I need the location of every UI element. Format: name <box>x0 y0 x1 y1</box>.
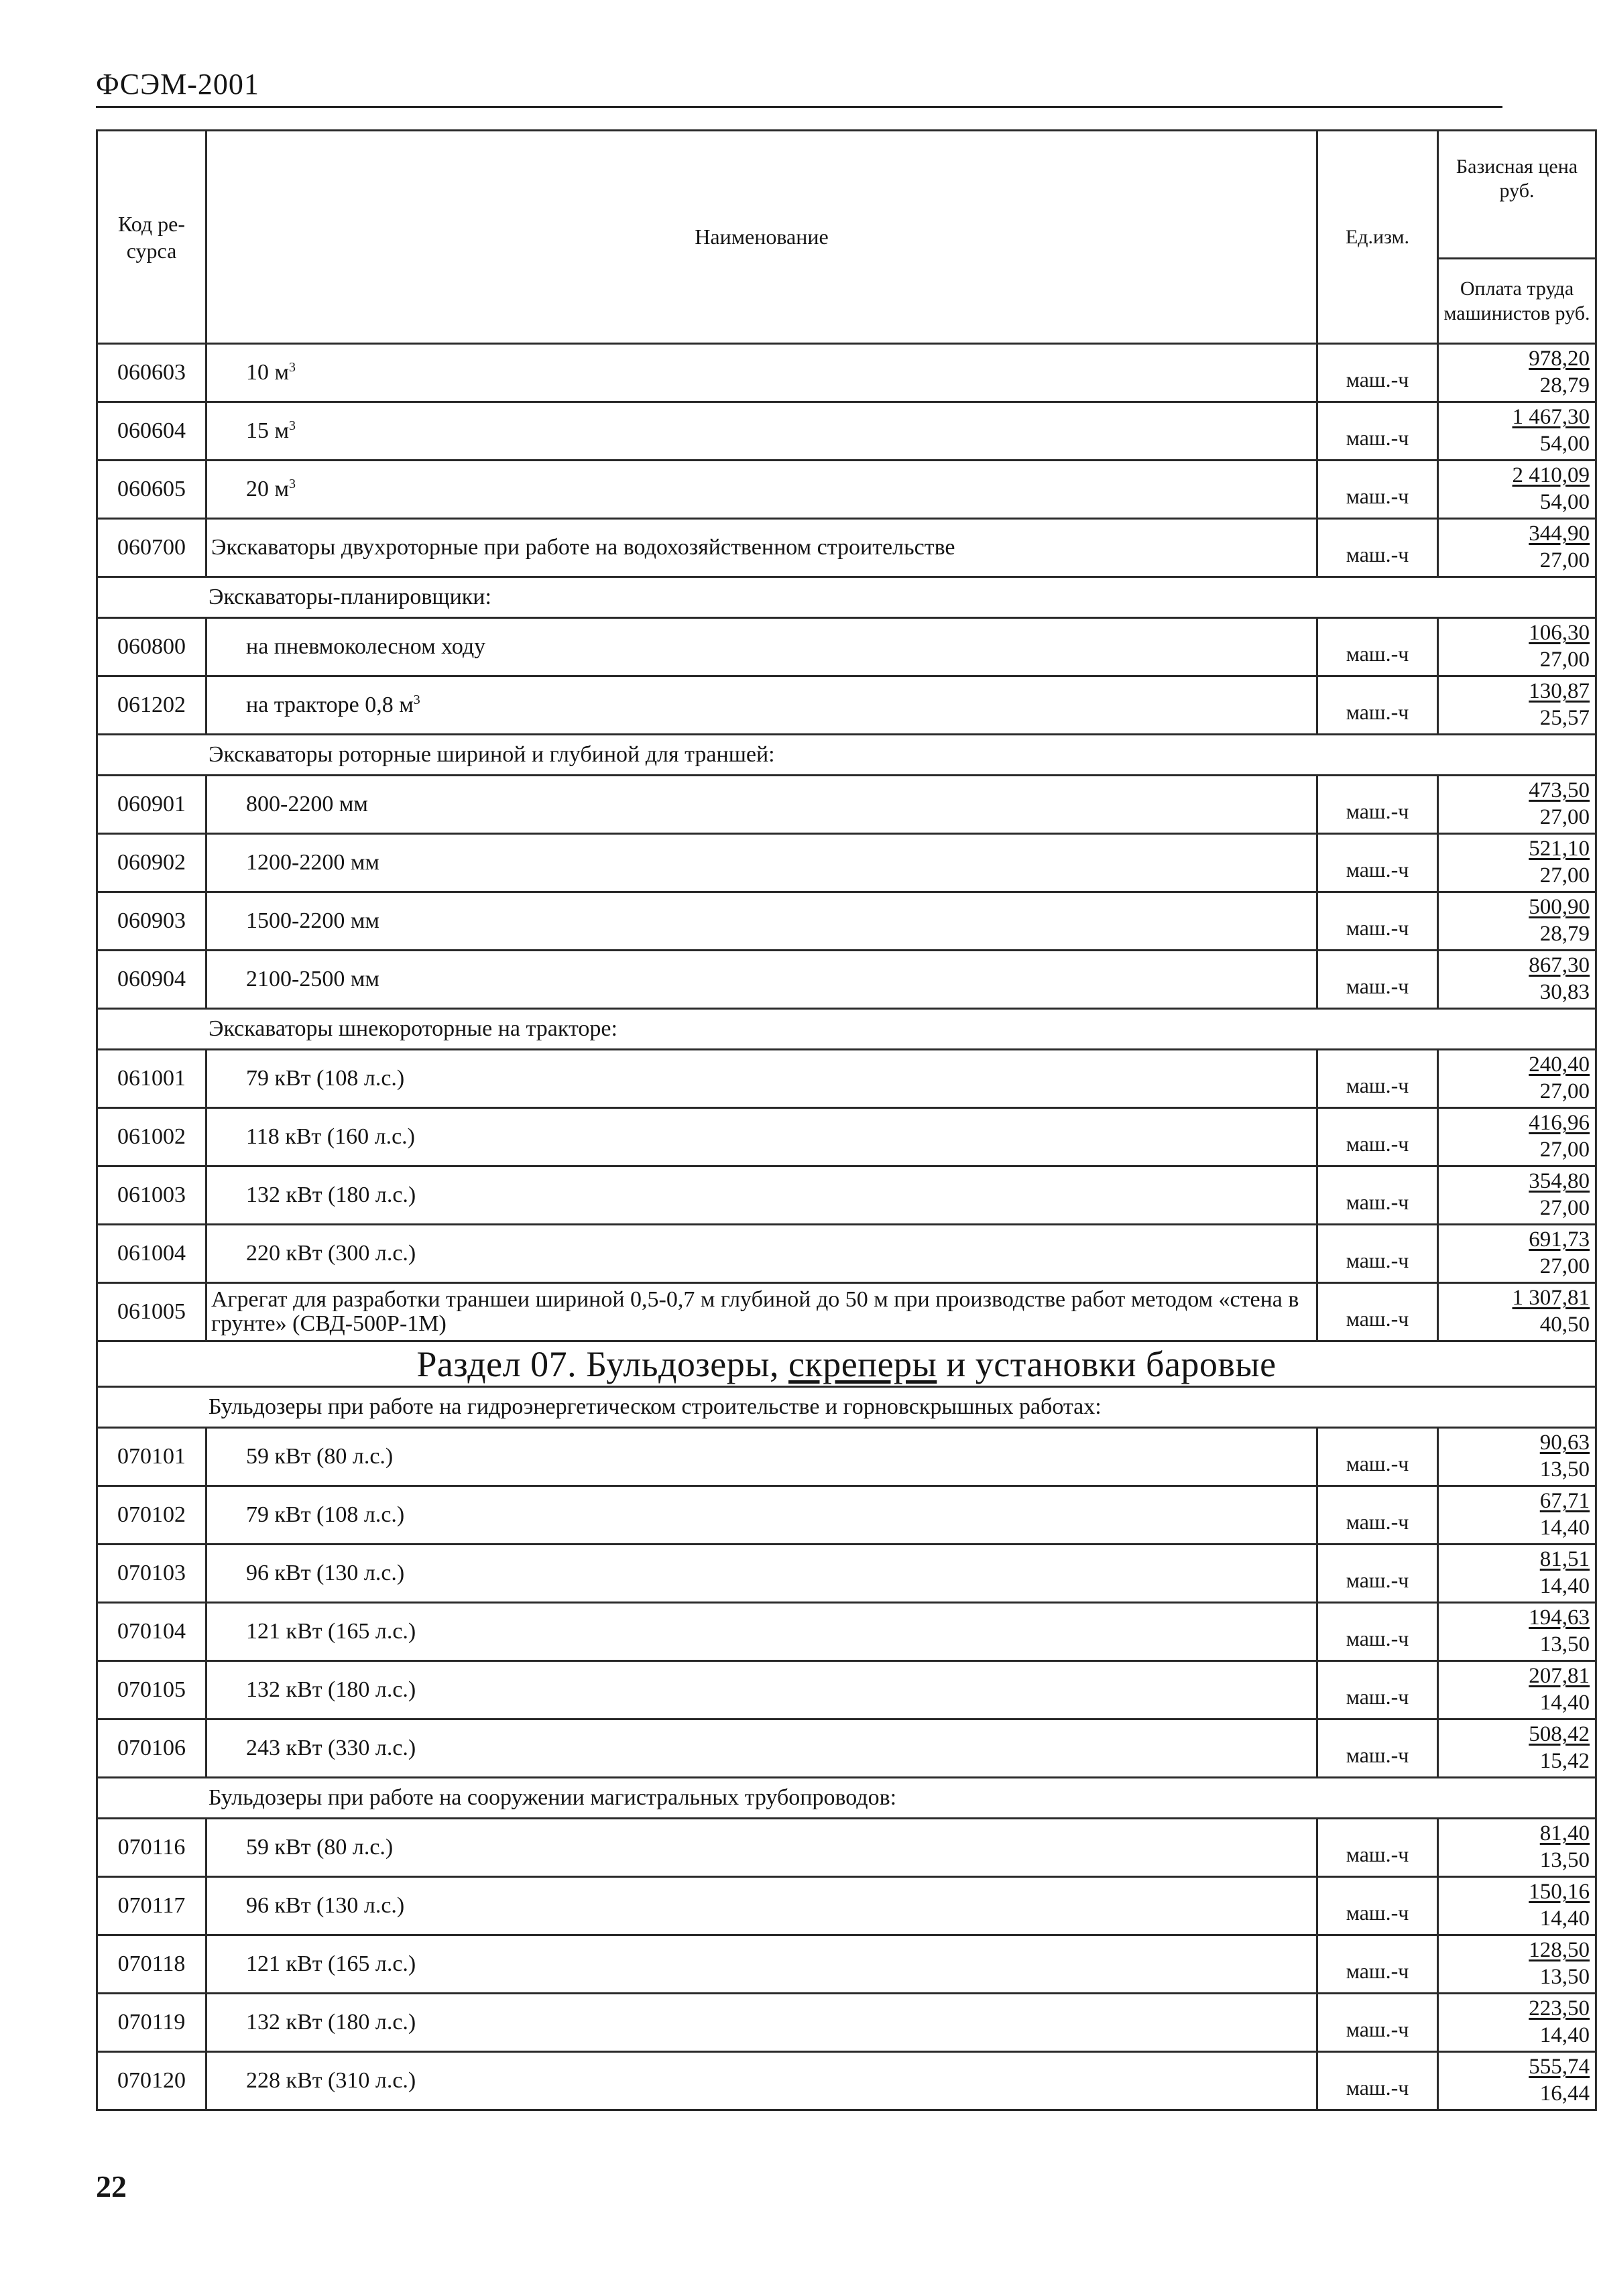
resource-code: 061004 <box>97 1225 206 1283</box>
resource-name-text: 59 кВт (80 л.с.) <box>246 1444 394 1469</box>
base-price: 416,96 <box>1529 1111 1590 1136</box>
table-row <box>97 1166 1596 1225</box>
operator-wage: 14,40 <box>1539 1907 1590 1931</box>
table-row <box>97 834 1596 892</box>
resource-code: 070106 <box>97 1719 206 1778</box>
resource-name-text: 2100-2500 мм <box>246 967 379 991</box>
base-price: 106,30 <box>1529 621 1590 646</box>
resource-name <box>206 402 1317 461</box>
resource-name <box>206 1935 1317 1994</box>
table-row <box>97 1603 1596 1661</box>
unit: маш.-ч <box>1317 1050 1438 1108</box>
resource-code: 060902 <box>97 834 206 892</box>
header-operator-wage: Оплата труда машинистов руб. <box>1443 277 1590 324</box>
superscript: 3 <box>289 477 296 491</box>
resource-name <box>206 776 1317 834</box>
resource-name <box>206 519 1317 577</box>
operator-wage: 40,50 <box>1539 1313 1590 1337</box>
table-row <box>97 1428 1596 1486</box>
resource-code: 060904 <box>97 951 206 1009</box>
base-price: 521,10 <box>1529 837 1590 861</box>
group-heading: Бульдозеры при работе на гидроэнергетическом строительстве и горновскрышных работах: <box>97 1387 1596 1428</box>
price-cell <box>1438 676 1596 735</box>
resource-name <box>206 344 1317 402</box>
price-cell <box>1438 519 1596 577</box>
page-number: 22 <box>96 2169 127 2203</box>
resource-code: 070117 <box>97 1877 206 1935</box>
resource-name <box>206 1428 1317 1486</box>
base-price: 223,50 <box>1529 1996 1590 2021</box>
resource-code: 061202 <box>97 676 206 735</box>
unit: маш.-ч <box>1317 1877 1438 1935</box>
resource-code: 060901 <box>97 776 206 834</box>
price-cell <box>1438 1603 1596 1661</box>
resource-name <box>206 1050 1317 1108</box>
price-cell <box>1438 834 1596 892</box>
table-row <box>97 776 1596 834</box>
header-unit: Ед.изм. <box>1317 131 1438 344</box>
unit: маш.-ч <box>1317 1719 1438 1778</box>
table-row <box>97 618 1596 676</box>
table-row <box>97 461 1596 519</box>
group-heading-row <box>97 1009 1596 1050</box>
table-row <box>97 1225 1596 1283</box>
resource-code: 070101 <box>97 1428 206 1486</box>
price-cell <box>1438 2052 1596 2110</box>
resource-name-text: 20 м <box>246 477 290 501</box>
resource-code: 060903 <box>97 892 206 951</box>
header-code: Код ре-сурса <box>97 131 206 344</box>
resource-name-text: на пневмоколесном ходу <box>246 634 486 659</box>
price-cell <box>1438 892 1596 951</box>
resource-name <box>206 1283 1317 1341</box>
resource-name-text: 15 м <box>246 418 290 443</box>
table-body <box>97 344 1596 2110</box>
operator-wage: 27,00 <box>1539 1196 1590 1220</box>
unit: маш.-ч <box>1317 2052 1438 2110</box>
operator-wage: 14,40 <box>1539 2023 1590 2047</box>
resource-name-text: 96 кВт (130 л.с.) <box>246 1561 405 1585</box>
resource-name <box>206 1545 1317 1603</box>
resource-name-text: Агрегат для разработки траншеи шириной 0,5-0,7 м глубиной до 50 м при производстве работ методом «стена в грунте» (СВД-500Р-1М) <box>211 1287 1299 1336</box>
operator-wage: 14,40 <box>1539 1574 1590 1598</box>
base-price: 207,81 <box>1529 1664 1590 1689</box>
price-cell <box>1438 1428 1596 1486</box>
table-row <box>97 344 1596 402</box>
table-row <box>97 519 1596 577</box>
operator-wage: 30,83 <box>1539 980 1590 1004</box>
resource-name-text: 121 кВт (165 л.с.) <box>246 1619 416 1644</box>
operator-wage: 27,00 <box>1539 648 1590 672</box>
table-row <box>97 1283 1596 1341</box>
resource-name <box>206 1819 1317 1877</box>
table-row <box>97 2052 1596 2110</box>
resource-name <box>206 951 1317 1009</box>
resource-name <box>206 1661 1317 1719</box>
unit: маш.-ч <box>1317 1225 1438 1283</box>
price-cell <box>1438 951 1596 1009</box>
resource-name-text: 228 кВт (310 л.с.) <box>246 2068 416 2093</box>
resource-name-text: 1500-2200 мм <box>246 908 379 933</box>
operator-wage: 27,00 <box>1539 548 1590 572</box>
group-heading: Экскаваторы-планировщики: <box>97 577 1596 618</box>
resource-name-text: 10 м <box>246 360 290 385</box>
resource-code: 060700 <box>97 519 206 577</box>
superscript: 3 <box>289 360 296 375</box>
unit: маш.-ч <box>1317 1428 1438 1486</box>
header-rule <box>96 106 1502 108</box>
price-cell <box>1438 1050 1596 1108</box>
price-cell <box>1438 1935 1596 1994</box>
operator-wage: 15,42 <box>1539 1749 1590 1773</box>
unit: маш.-ч <box>1317 1108 1438 1166</box>
resource-price-table <box>96 129 1597 2111</box>
price-cell <box>1438 1661 1596 1719</box>
price-cell <box>1438 461 1596 519</box>
superscript: 3 <box>413 692 420 707</box>
section-title-part: Раздел 07. Бульдозеры, <box>416 1343 789 1384</box>
base-price: 867,30 <box>1529 953 1590 978</box>
price-cell <box>1438 1877 1596 1935</box>
unit: маш.-ч <box>1317 776 1438 834</box>
resource-name-text: 243 кВт (330 л.с.) <box>246 1736 416 1760</box>
price-cell <box>1438 402 1596 461</box>
price-cell <box>1438 344 1596 402</box>
resource-code: 070120 <box>97 2052 206 2110</box>
base-price: 2 410,09 <box>1512 463 1590 488</box>
base-price: 1 467,30 <box>1512 405 1590 430</box>
resource-name <box>206 1719 1317 1778</box>
resource-name-text: на тракторе 0,8 м <box>246 692 414 717</box>
price-cell <box>1438 1283 1596 1341</box>
document-header: ФСЭМ-2001 <box>96 68 259 101</box>
operator-wage: 16,44 <box>1539 2081 1590 2106</box>
operator-wage: 54,00 <box>1539 432 1590 456</box>
table-row <box>97 1661 1596 1719</box>
price-cell <box>1438 1108 1596 1166</box>
price-cell <box>1438 1819 1596 1877</box>
resource-name-text: 220 кВт (300 л.с.) <box>246 1241 416 1266</box>
resource-code: 061003 <box>97 1166 206 1225</box>
resource-code: 060800 <box>97 618 206 676</box>
header-price <box>1438 131 1596 344</box>
resource-code: 070104 <box>97 1603 206 1661</box>
resource-name-text: 79 кВт (108 л.с.) <box>246 1502 405 1527</box>
base-price: 555,74 <box>1529 2055 1590 2079</box>
operator-wage: 14,40 <box>1539 1516 1590 1540</box>
resource-name <box>206 1166 1317 1225</box>
operator-wage: 27,00 <box>1539 1138 1590 1162</box>
unit: маш.-ч <box>1317 344 1438 402</box>
table-header-row <box>97 131 1596 344</box>
group-heading-row <box>97 735 1596 776</box>
resource-name <box>206 1877 1317 1935</box>
operator-wage: 27,00 <box>1539 1079 1590 1103</box>
price-cell <box>1438 1719 1596 1778</box>
group-heading-row <box>97 577 1596 618</box>
unit: маш.-ч <box>1317 1819 1438 1877</box>
resource-name-text: 79 кВт (108 л.с.) <box>246 1066 405 1091</box>
resource-name <box>206 1486 1317 1545</box>
resource-code: 060605 <box>97 461 206 519</box>
base-price: 508,42 <box>1529 1722 1590 1747</box>
base-price: 240,40 <box>1529 1052 1590 1077</box>
table-row <box>97 1486 1596 1545</box>
unit: маш.-ч <box>1317 1994 1438 2052</box>
group-heading-row <box>97 1778 1596 1819</box>
resource-code: 060603 <box>97 344 206 402</box>
operator-wage: 28,79 <box>1539 922 1590 946</box>
base-price: 1 307,81 <box>1512 1286 1590 1311</box>
resource-name-text: 132 кВт (180 л.с.) <box>246 1677 416 1702</box>
price-cell <box>1438 1225 1596 1283</box>
table-row <box>97 402 1596 461</box>
table-row <box>97 1545 1596 1603</box>
unit: маш.-ч <box>1317 951 1438 1009</box>
resource-code: 061005 <box>97 1283 206 1341</box>
table-row <box>97 951 1596 1009</box>
resource-name <box>206 1108 1317 1166</box>
price-cell <box>1438 1545 1596 1603</box>
resource-name-text: 118 кВт (160 л.с.) <box>246 1124 415 1149</box>
base-price: 354,80 <box>1529 1169 1590 1194</box>
resource-name <box>206 2052 1317 2110</box>
group-heading: Бульдозеры при работе на сооружении магистральных трубопроводов: <box>97 1778 1596 1819</box>
price-cell <box>1438 618 1596 676</box>
operator-wage: 14,40 <box>1539 1691 1590 1715</box>
unit: маш.-ч <box>1317 402 1438 461</box>
group-heading-row <box>97 1387 1596 1428</box>
resource-name-text: 1200-2200 мм <box>246 850 379 875</box>
base-price: 130,87 <box>1529 679 1590 704</box>
base-price: 344,90 <box>1529 522 1590 546</box>
resource-code: 070103 <box>97 1545 206 1603</box>
base-price: 90,63 <box>1539 1431 1590 1455</box>
base-price: 978,20 <box>1529 347 1590 371</box>
table-row <box>97 1108 1596 1166</box>
table-row <box>97 1050 1596 1108</box>
base-price: 67,71 <box>1539 1489 1590 1514</box>
header-base-price: Базисная цена руб. <box>1438 148 1596 259</box>
group-heading: Экскаваторы шнекороторные на тракторе: <box>97 1009 1596 1050</box>
resource-name-text: Экскаваторы двухроторные при работе на водохозяйственном строительстве <box>211 535 955 560</box>
resource-name-text: 96 кВт (130 л.с.) <box>246 1893 405 1918</box>
unit: маш.-ч <box>1317 1486 1438 1545</box>
unit: маш.-ч <box>1317 1661 1438 1719</box>
operator-wage: 13,50 <box>1539 1965 1590 1989</box>
unit: маш.-ч <box>1317 1935 1438 1994</box>
operator-wage: 27,00 <box>1539 1254 1590 1278</box>
unit: маш.-ч <box>1317 1283 1438 1341</box>
section-heading <box>97 1341 1596 1387</box>
resource-name <box>206 1994 1317 2052</box>
resource-name-text: 59 кВт (80 л.с.) <box>246 1835 394 1860</box>
base-price: 500,90 <box>1529 895 1590 920</box>
resource-code: 070116 <box>97 1819 206 1877</box>
base-price: 150,16 <box>1529 1880 1590 1905</box>
operator-wage: 13,50 <box>1539 1632 1590 1656</box>
price-cell <box>1438 1486 1596 1545</box>
section-title-underlined: скреперы <box>788 1343 937 1384</box>
operator-wage: 25,57 <box>1539 706 1590 730</box>
resource-name-text: 121 кВт (165 л.с.) <box>246 1951 416 1976</box>
resource-code: 070119 <box>97 1994 206 2052</box>
resource-name <box>206 618 1317 676</box>
operator-wage: 13,50 <box>1539 1457 1590 1482</box>
resource-code: 060604 <box>97 402 206 461</box>
table-row <box>97 1935 1596 1994</box>
base-price: 194,63 <box>1529 1606 1590 1630</box>
table-row <box>97 1819 1596 1877</box>
unit: маш.-ч <box>1317 1166 1438 1225</box>
base-price: 81,40 <box>1539 1821 1590 1846</box>
header-name: Наименование <box>206 131 1317 344</box>
table-row <box>97 1719 1596 1778</box>
resource-name <box>206 1603 1317 1661</box>
base-price: 691,73 <box>1529 1227 1590 1252</box>
operator-wage: 54,00 <box>1539 490 1590 514</box>
resource-name-text: 132 кВт (180 л.с.) <box>246 2010 416 2035</box>
unit: маш.-ч <box>1317 618 1438 676</box>
resource-name-text: 800-2200 мм <box>246 792 368 817</box>
unit: маш.-ч <box>1317 834 1438 892</box>
price-cell <box>1438 1166 1596 1225</box>
resource-name-text: 132 кВт (180 л.с.) <box>246 1183 416 1207</box>
unit: маш.-ч <box>1317 676 1438 735</box>
price-cell <box>1438 1994 1596 2052</box>
resource-name <box>206 676 1317 735</box>
table-row <box>97 676 1596 735</box>
section-title-part: и установки баровые <box>937 1343 1277 1384</box>
operator-wage: 13,50 <box>1539 1848 1590 1872</box>
operator-wage: 28,79 <box>1539 373 1590 398</box>
base-price: 473,50 <box>1529 778 1590 803</box>
price-cell <box>1438 776 1596 834</box>
resource-code: 070118 <box>97 1935 206 1994</box>
base-price: 81,51 <box>1539 1547 1590 1572</box>
operator-wage: 27,00 <box>1539 863 1590 888</box>
resource-name <box>206 461 1317 519</box>
resource-code: 070102 <box>97 1486 206 1545</box>
table-row <box>97 892 1596 951</box>
unit: маш.-ч <box>1317 519 1438 577</box>
group-heading: Экскаваторы роторные шириной и глубиной для траншей: <box>97 735 1596 776</box>
resource-code: 061002 <box>97 1108 206 1166</box>
section-heading-row <box>97 1341 1596 1387</box>
operator-wage: 27,00 <box>1539 805 1590 829</box>
unit: маш.-ч <box>1317 1603 1438 1661</box>
table-row <box>97 1877 1596 1935</box>
unit: маш.-ч <box>1317 892 1438 951</box>
unit: маш.-ч <box>1317 1545 1438 1603</box>
resource-name <box>206 834 1317 892</box>
base-price: 128,50 <box>1529 1938 1590 1963</box>
resource-name <box>206 892 1317 951</box>
table-row <box>97 1994 1596 2052</box>
resource-code: 061001 <box>97 1050 206 1108</box>
resource-code: 070105 <box>97 1661 206 1719</box>
unit: маш.-ч <box>1317 461 1438 519</box>
superscript: 3 <box>289 418 296 433</box>
resource-name <box>206 1225 1317 1283</box>
